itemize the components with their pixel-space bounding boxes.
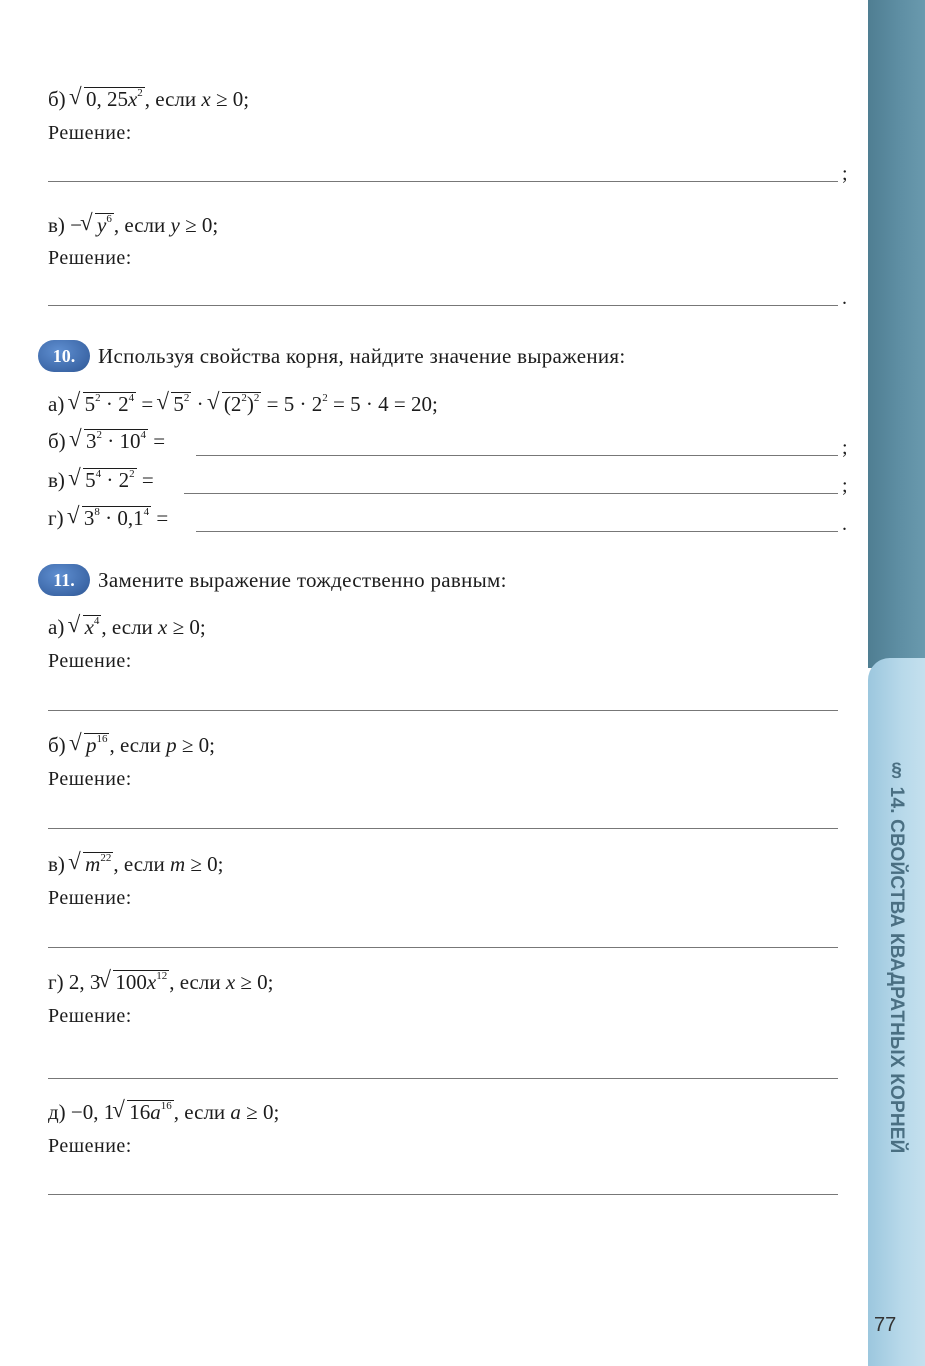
answer-line[interactable] <box>48 710 838 711</box>
item-label: в) − <box>48 213 83 237</box>
period-mark: . <box>842 287 847 309</box>
task-11-text: Замените выражение тождественно равным: <box>98 568 507 592</box>
solution-label: Решение: <box>48 122 132 144</box>
solution-label: Решение: <box>48 247 132 269</box>
side-strip-dark <box>868 0 925 668</box>
item-label: б) <box>48 87 66 111</box>
sqrt-expression: √ $y^6$ <box>82 212 114 238</box>
task-10-badge: 10. <box>38 340 90 372</box>
solution-label: Решение: <box>48 1005 132 1027</box>
sqrt-expression: √ $5^2 \cdot 2^4$ <box>70 391 137 417</box>
task-10-b: б) √ $3^2 \cdot 10^4$ = <box>48 428 165 454</box>
solution-label: Решение: <box>48 887 132 909</box>
solution-label: Решение: <box>48 768 132 790</box>
sqrt-expression: √ $3^2 \cdot 10^4$ <box>71 428 148 454</box>
task-11-a: а) √ $x^4$, если x ≥ 0; <box>48 614 206 640</box>
answer-line[interactable] <box>48 305 838 306</box>
task-10-a: а) √ $5^2 \cdot 2^4$ = √ $5^2$ · √ $(2^2)^2 = 5 \cdot 2^2 = 5 \cdot 4 = 20$; <box>48 391 438 417</box>
semicolon-mark: ; <box>842 163 848 185</box>
sqrt-expression: √ $3^8 \cdot 0,1^4$ <box>69 505 151 531</box>
sqrt-expression: √ $5^4 \cdot 2^2$ <box>70 467 137 493</box>
task-11-badge: 11. <box>38 564 90 596</box>
answer-line[interactable] <box>196 455 838 456</box>
sqrt-expression: √ $100x^{12}$ <box>100 969 169 995</box>
semicolon-mark: ; <box>842 475 848 497</box>
answer-line[interactable] <box>184 493 838 494</box>
sqrt-expression: √ $p^{16}$ <box>71 732 110 758</box>
solution-label: Решение: <box>48 650 132 672</box>
answer-line[interactable] <box>48 181 838 182</box>
item-v-top: в) −√ $y^6$, если y ≥ 0; <box>48 212 218 238</box>
answer-line[interactable] <box>48 1078 838 1079</box>
answer-line[interactable] <box>48 828 838 829</box>
task-10-text: Используя свойства корня, найдите значение выражения: <box>98 344 626 368</box>
period-mark: . <box>842 513 847 535</box>
sqrt-expression: √ $(2^2)^2$ <box>209 391 262 417</box>
item-b-top: б) √ 0, $25x^2$, если x ≥ 0; <box>48 86 249 112</box>
sqrt-expression: √ $5^2$ <box>158 391 191 417</box>
sqrt-expression: √ 0, $25x^2$ <box>71 86 145 112</box>
task-10-g: г) √ $3^8 \cdot 0,1^4$ = <box>48 505 168 531</box>
task-11-g: г) 2, 3√ $100x^{12}$, если x ≥ 0; <box>48 969 274 995</box>
sqrt-expression: √ $m^{22}$ <box>70 851 113 877</box>
task-10-v: в) √ $5^4 \cdot 2^2$ = <box>48 467 154 493</box>
page-number: 77 <box>874 1314 897 1336</box>
task-11-v: в) √ $m^{22}$, если m ≥ 0; <box>48 851 224 877</box>
task-11-d: д) −0, 1√ $16a^{16}$, если a ≥ 0; <box>48 1099 279 1125</box>
solution-label: Решение: <box>48 1135 132 1157</box>
sqrt-expression: √ $x^4$ <box>70 614 102 640</box>
semicolon-mark: ; <box>842 437 848 459</box>
task-11-b: б) √ $p^{16}$, если p ≥ 0; <box>48 732 215 758</box>
section-title: § 14. СВОЙСТВА КВАДРАТНЫХ КОРНЕЙ <box>886 760 907 1154</box>
answer-line[interactable] <box>48 1194 838 1195</box>
answer-line[interactable] <box>196 531 838 532</box>
answer-line[interactable] <box>48 947 838 948</box>
sqrt-expression: √ $16a^{16}$ <box>114 1099 174 1125</box>
